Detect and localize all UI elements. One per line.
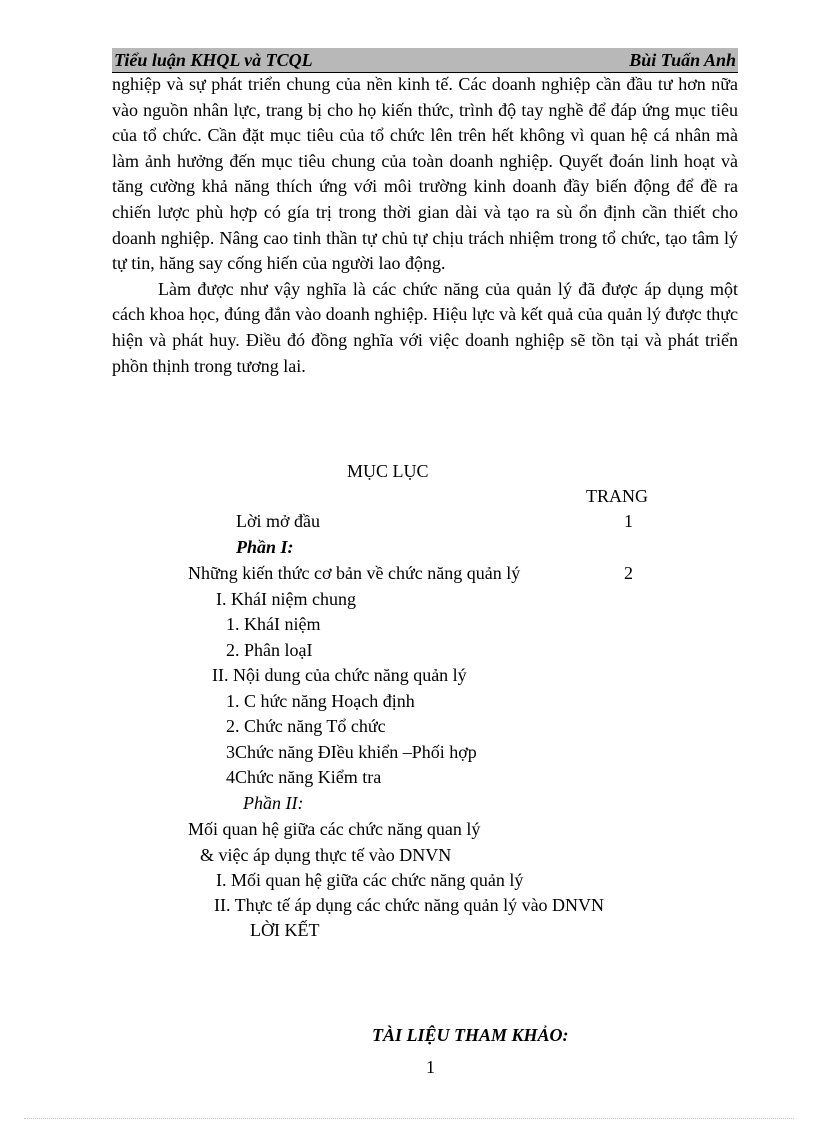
toc-section-label: II. Nội dung của chức năng quản lý [212, 665, 467, 685]
toc-title: MỤC LỤC [347, 461, 429, 481]
toc-item: 4Chức năng Kiểm tra [226, 767, 382, 787]
toc-item: 2. Chức năng Tổ chức [226, 716, 386, 736]
toc-page-column-label: TRANG [586, 486, 648, 506]
footer-divider [24, 1118, 794, 1119]
toc-section-label: I. Mối quan hệ giữa các chức năng quản lý [216, 870, 524, 890]
toc-item: 3Chức năng ĐIều khiển –Phối hợp [226, 742, 477, 762]
body-paragraph-1: nghiệp và sự phát triển chung của nền kinh tế. Các doanh nghiệp cần đầu tư hơn nữa vào nguồn nhân lực, trang bị cho họ kiến thức, trình độ tay nghề để đáp ứng mục tiêu của tổ chức. Cần đặt mục tiêu của tổ chức lên trên hết không vì quan hệ cá nhân mà làm ảnh hưởng đến mục tiêu chung của toàn doanh nghiệp. Quyết đoán linh hoạt và tăng cường khả năng thích ứng với môi trường kinh doanh đầy biến động để đề ra chiến lược phù hợp có gía trị trong thời gian dài và tạo ra sù ổn định cần thiết cho doanh nghiệp. Nâng cao tinh thần tự chủ tự chịu trách nhiệm trong tổ chức, tạo tâm lý tự tin, hăng say cống hiến của người lao động. [112, 74, 738, 274]
running-header [112, 48, 738, 73]
page-number: 1 [426, 1057, 435, 1077]
toc-item: 2. Phân loạI [226, 640, 313, 660]
references-heading: TÀI LIỆU THAM KHẢO: [372, 1025, 569, 1045]
toc-part2-heading: Phần II: [243, 793, 304, 813]
toc-closing: LỜI KẾT [250, 920, 320, 940]
header-author: Bùi Tuấn Anh [629, 50, 736, 70]
toc-part2-title-line1: Mối quan hệ giữa các chức năng quan lý [188, 819, 481, 839]
toc-section-label: I. KháI niệm chung [216, 589, 356, 609]
toc-section-label: II. Thực tế áp dụng các chức năng quản lý vào DNVN [214, 895, 605, 915]
toc-part1-page: 2 [624, 563, 633, 583]
toc-intro-label: Lời mở đầu [236, 511, 321, 531]
body-paragraph-2: Làm được như vậy nghĩa là các chức năng của quản lý đã được áp dụng một cách khoa học, đúng đắn vào doanh nghiệp. Hiệu lực và kết quả của quản lý được thực hiện và phát huy. Điều đó đồng nghĩa với việc doanh nghiệp sẽ tồn tại và phát triển phồn thịnh trong tương lai. [112, 278, 738, 376]
toc-part1-title: Những kiến thức cơ bản về chức năng quản lý [188, 563, 521, 583]
toc-part2-title-line2: & việc áp dụng thực tế vào DNVN [200, 845, 452, 865]
body-text [112, 72, 738, 379]
toc-part1-heading: Phần I: [236, 537, 294, 557]
toc-item: 1. C hức năng Hoạch định [226, 691, 415, 711]
toc-intro-page: 1 [624, 511, 633, 531]
toc-item: 1. KháI niệm [226, 614, 321, 634]
header-title: Tiểu luận KHQL và TCQL [114, 50, 313, 70]
